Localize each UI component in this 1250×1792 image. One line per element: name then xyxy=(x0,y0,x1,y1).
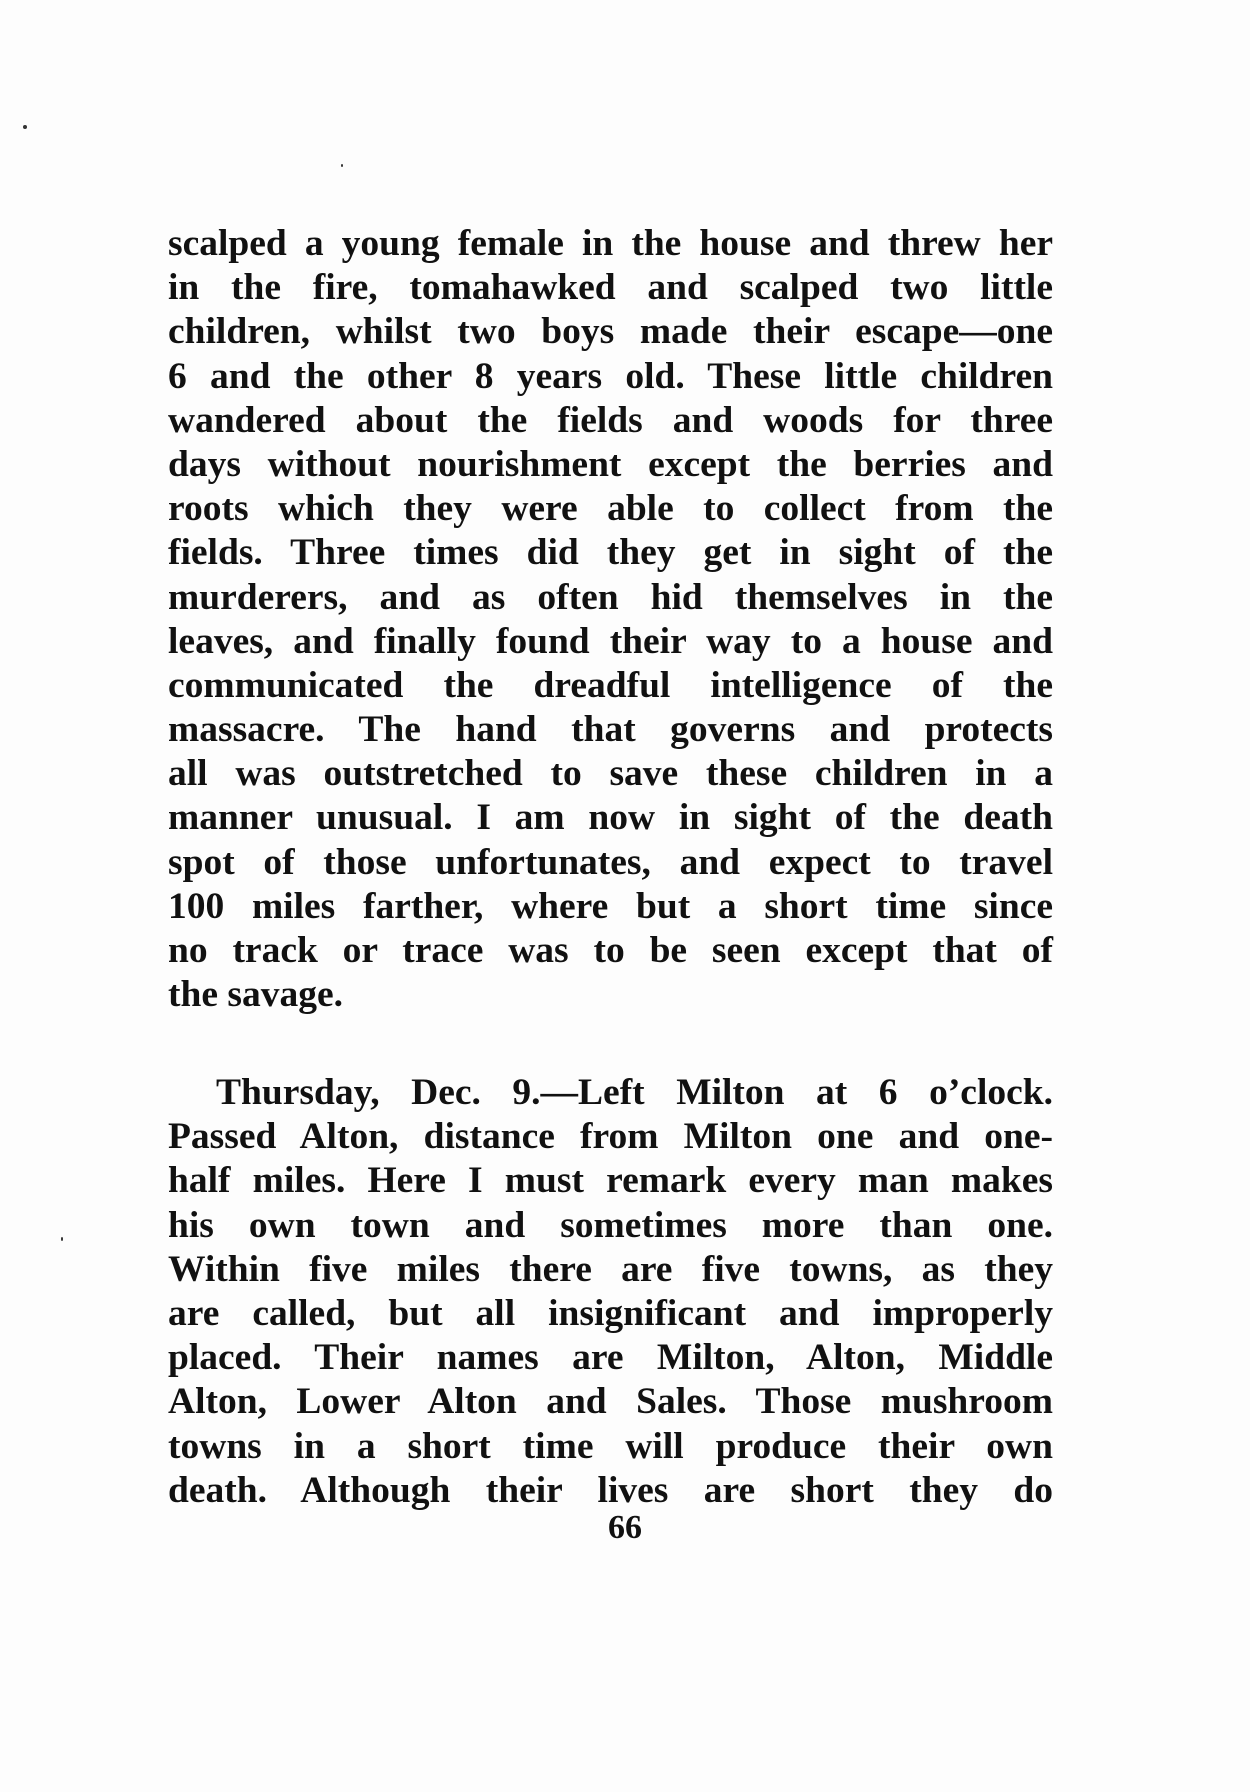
text-line: manner unusual. I am now in sight of the death xyxy=(168,797,1053,839)
text-line: wandered about the fields and woods for three xyxy=(168,399,1053,441)
text-line: communicated the dreadful intelligence of the xyxy=(168,664,1053,706)
text-line: death. Although their lives are short they do xyxy=(168,1469,1053,1511)
text-line: his own town and sometimes more than one. xyxy=(168,1204,1053,1246)
text-line: leaves, and finally found their way to a house and xyxy=(168,620,1053,662)
text-line: placed. Their names are Milton, Alton, Middle xyxy=(168,1337,1053,1379)
text-line: fields. Three times did they get in sight of the xyxy=(168,532,1053,574)
text-line: Thursday, Dec. 9.—Left Milton at 6 o’clock. xyxy=(216,1072,1053,1113)
text-line: half miles. Here I must remark every man makes xyxy=(168,1160,1053,1202)
text-line: 100 miles farther, where but a short time since xyxy=(168,885,1053,927)
page-number: 66 xyxy=(608,1509,642,1546)
text-line: in the fire, tomahawked and scalped two little xyxy=(168,267,1053,309)
text-line: the savage. xyxy=(168,974,343,1016)
text-line: days without nourishment except the berries and xyxy=(168,443,1053,485)
text-line: Passed Alton, distance from Milton one and one- xyxy=(168,1116,1053,1158)
text-line: no track or trace was to be seen except that of xyxy=(168,930,1053,971)
text-line: 6 and the other 8 years old. These little children xyxy=(168,355,1053,397)
paragraph-2 xyxy=(168,1071,1053,1513)
ink-speck xyxy=(61,1237,63,1241)
text-line: spot of those unfortunates, and expect to travel xyxy=(168,841,1053,883)
ink-speck xyxy=(23,125,27,129)
text-line: children, whilst two boys made their escape—one xyxy=(168,311,1053,353)
paragraph-1 xyxy=(168,222,1053,1017)
text-line: are called, but all insignificant and improperly xyxy=(168,1292,1053,1334)
ink-speck xyxy=(341,164,343,167)
text-line: Within five miles there are five towns, as they xyxy=(168,1248,1053,1290)
text-line: roots which they were able to collect from the xyxy=(168,488,1053,530)
text-line: scalped a young female in the house and threw her xyxy=(168,223,1053,264)
text-line: massacre. The hand that governs and protects xyxy=(168,709,1053,751)
text-line: towns in a short time will produce their own xyxy=(168,1425,1053,1467)
text-line: Alton, Lower Alton and Sales. Those mushroom xyxy=(168,1381,1053,1423)
text-line: all was outstretched to save these children in a xyxy=(168,753,1053,795)
text-line: murderers, and as often hid themselves in the xyxy=(168,576,1053,618)
